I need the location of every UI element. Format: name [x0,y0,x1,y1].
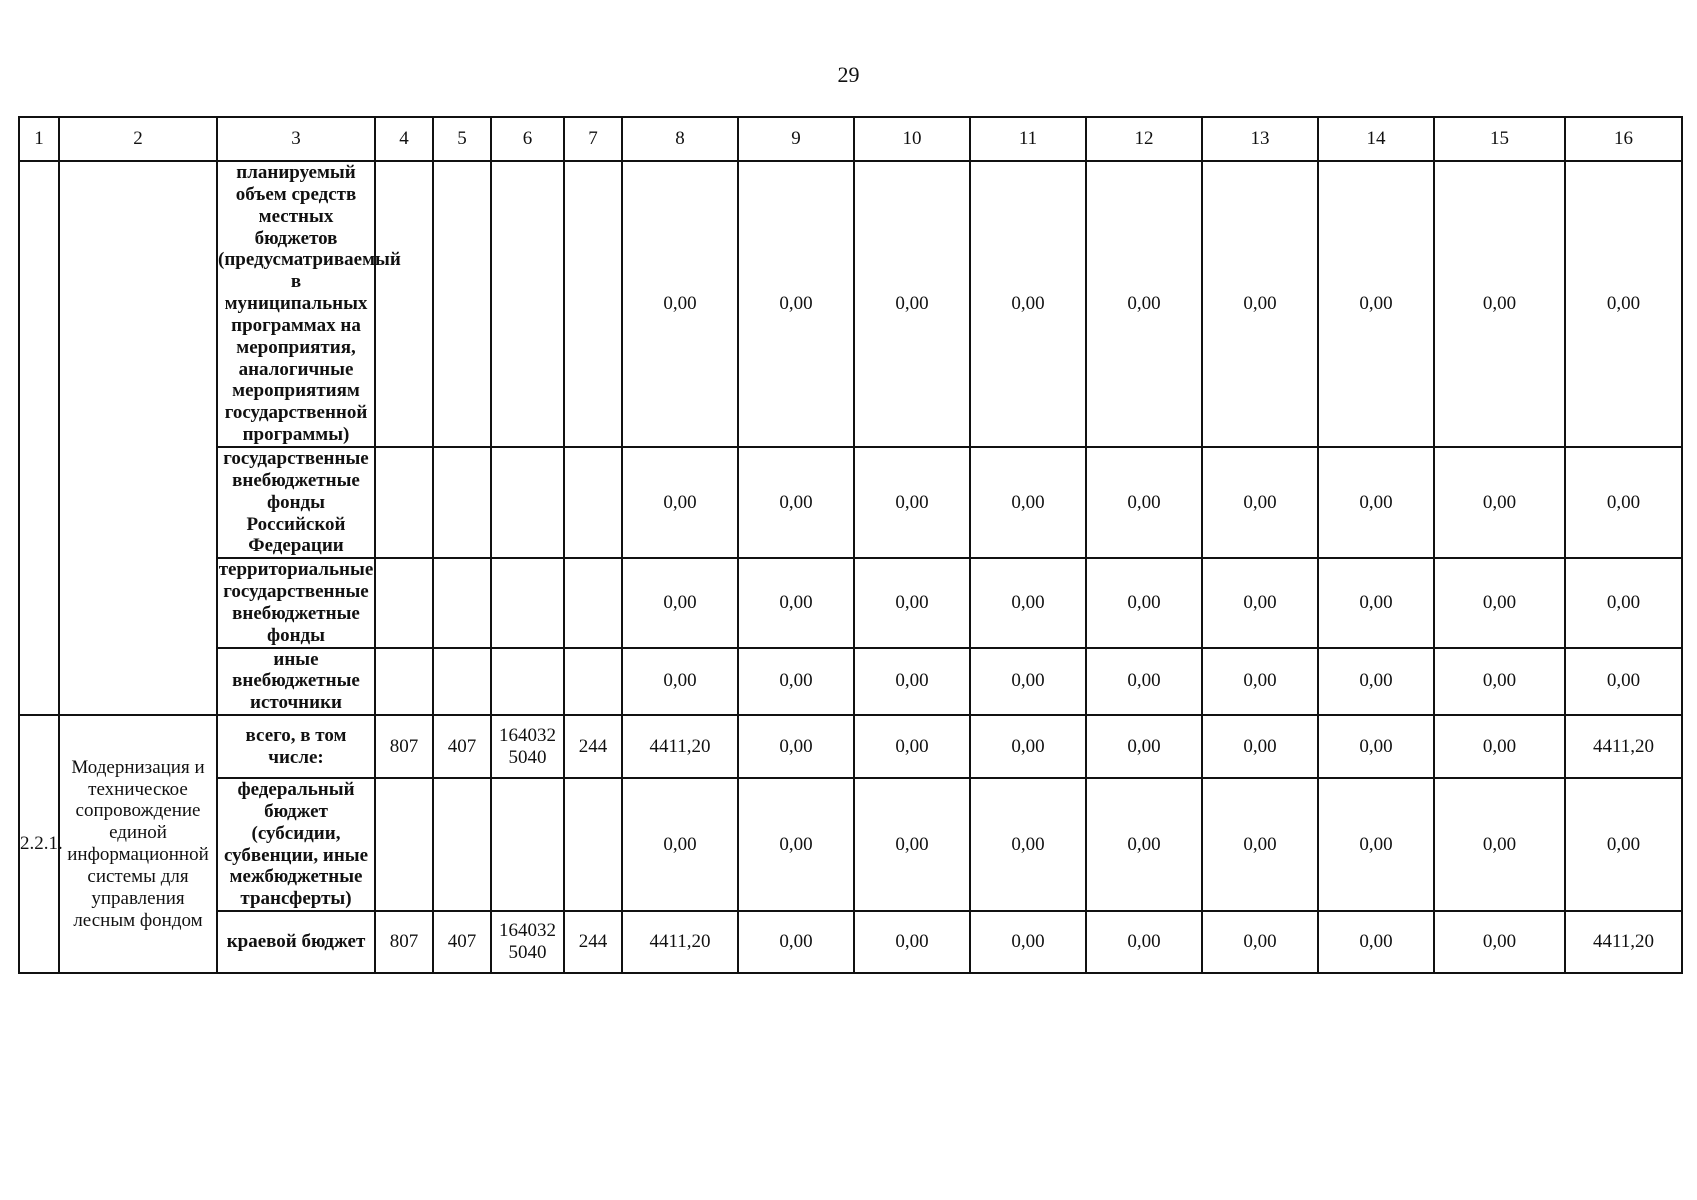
amount-cell: 0,00 [1565,778,1682,911]
amount-cell: 0,00 [854,715,970,778]
row-name-cell [59,161,217,715]
amount-cell: 0,00 [1086,648,1202,716]
amount-cell: 4411,20 [1565,911,1682,973]
amount-cell: 0,00 [1434,161,1565,447]
column-header: 8 [622,117,738,161]
amount-cell: 4411,20 [622,715,738,778]
amount-cell: 0,00 [1434,648,1565,716]
column-header: 7 [564,117,622,161]
row-number-cell [19,161,59,715]
source-label: краевой бюджет [217,911,375,973]
source-label: планируемый объем средств местных бюджетов (предусматриваемый в муниципальных программах на мероприятия, аналогичные мероприятиям государственной программы) [218,162,401,446]
amount-cell: 0,00 [1086,558,1202,647]
amount-cell: 4411,20 [622,911,738,973]
code-cell [491,648,564,716]
code-cell [375,161,433,447]
code-line: 5040 [508,942,547,964]
amount-cell: 0,00 [970,447,1086,558]
header-row [19,117,1682,161]
amount-cell: 0,00 [970,715,1086,778]
table-row [19,778,1682,911]
code-cell [433,778,491,911]
code-cell [491,911,564,973]
amount-cell: 0,00 [1434,447,1565,558]
column-header: 11 [970,117,1086,161]
column-header: 10 [854,117,970,161]
column-header: 15 [1434,117,1565,161]
code-cell [433,558,491,647]
code-line: 5040 [508,746,547,768]
column-header: 3 [217,117,375,161]
column-header: 14 [1318,117,1434,161]
column-header: 5 [433,117,491,161]
amount-cell: 0,00 [1202,911,1318,973]
amount-cell: 0,00 [1202,778,1318,911]
code-cell [491,161,564,447]
amount-cell: 0,00 [622,648,738,716]
column-header: 1 [19,117,59,161]
amount-cell: 0,00 [1434,558,1565,647]
amount-cell: 0,00 [622,447,738,558]
source-label: всего, в том числе: [217,715,375,778]
amount-cell: 0,00 [1086,778,1202,911]
column-header: 2 [59,117,217,161]
code-cell [433,161,491,447]
amount-cell: 0,00 [1565,447,1682,558]
amount-cell: 0,00 [854,558,970,647]
code-cell: 807 [375,715,433,778]
source-label: территориальные государственные внебюджетные фонды [218,559,374,646]
table-row [19,558,1682,647]
code-cell [491,715,564,778]
code-cell [491,447,564,558]
code-cell: 244 [564,911,622,973]
code-cell [433,447,491,558]
amount-cell: 0,00 [1318,447,1434,558]
amount-cell: 0,00 [1434,911,1565,973]
table-row [19,911,1682,973]
amount-cell: 0,00 [1086,447,1202,558]
code-line: 164032 [499,724,556,746]
code-cell [564,161,622,447]
amount-cell: 0,00 [1202,558,1318,647]
amount-cell: 0,00 [970,161,1086,447]
amount-cell: 0,00 [1318,648,1434,716]
code-cell: 807 [375,911,433,973]
source-label: федеральный бюджет (субсидии, субвенции, иные межбюджетные трансферты) [217,778,375,911]
amount-cell: 0,00 [738,778,854,911]
page-number: 29 [837,62,860,87]
item-number: 2.2.1. [19,715,59,973]
amount-cell: 0,00 [1318,161,1434,447]
amount-cell: 0,00 [1202,161,1318,447]
source-label: иные внебюджетные источники [217,648,375,716]
code-cell [564,778,622,911]
column-header: 6 [491,117,564,161]
code-cell [375,648,433,716]
amount-cell: 0,00 [738,648,854,716]
column-header: 9 [738,117,854,161]
amount-cell: 0,00 [1318,911,1434,973]
table-row [19,715,1682,778]
amount-cell: 0,00 [622,778,738,911]
code-cell [564,558,622,647]
amount-cell: 0,00 [854,447,970,558]
item-name: Модернизация и техническое сопровождение единой информационной системы для управления лесным фондом [59,715,217,973]
amount-cell: 0,00 [854,648,970,716]
amount-cell: 0,00 [738,715,854,778]
amount-cell: 0,00 [854,161,970,447]
amount-cell: 0,00 [1565,648,1682,716]
code-cell [491,558,564,647]
amount-cell: 0,00 [970,648,1086,716]
amount-cell: 0,00 [1086,715,1202,778]
amount-cell: 0,00 [1318,558,1434,647]
table-row [19,648,1682,716]
amount-cell: 0,00 [622,558,738,647]
amount-cell: 0,00 [1565,161,1682,447]
amount-cell: 0,00 [1565,558,1682,647]
code-cell: 244 [564,715,622,778]
amount-cell: 0,00 [970,911,1086,973]
column-header: 12 [1086,117,1202,161]
code-cell [375,558,433,647]
budget-table [18,116,1683,974]
amount-cell: 0,00 [1202,648,1318,716]
code-cell: 407 [433,715,491,778]
amount-cell: 0,00 [738,161,854,447]
amount-cell: 4411,20 [1565,715,1682,778]
amount-cell: 0,00 [1318,778,1434,911]
column-header: 13 [1202,117,1318,161]
code-cell [564,648,622,716]
amount-cell: 0,00 [1086,911,1202,973]
amount-cell: 0,00 [738,558,854,647]
amount-cell: 0,00 [1202,715,1318,778]
amount-cell: 0,00 [1202,447,1318,558]
amount-cell: 0,00 [1434,715,1565,778]
amount-cell: 0,00 [738,447,854,558]
amount-cell: 0,00 [622,161,738,447]
code-line: 164032 [499,920,556,942]
code-cell [433,648,491,716]
code-cell [375,778,433,911]
code-cell: 407 [433,911,491,973]
column-header: 16 [1565,117,1682,161]
table-row [19,161,1682,447]
amount-cell: 0,00 [738,911,854,973]
amount-cell: 0,00 [1086,161,1202,447]
amount-cell: 0,00 [970,558,1086,647]
code-cell [491,778,564,911]
amount-cell: 0,00 [970,778,1086,911]
column-header: 4 [375,117,433,161]
source-label: государственные внебюджетные фонды Российской Федерации [217,447,375,558]
code-cell [375,447,433,558]
amount-cell: 0,00 [1318,715,1434,778]
code-cell [564,447,622,558]
table-row [19,447,1682,558]
amount-cell: 0,00 [854,778,970,911]
amount-cell: 0,00 [1434,778,1565,911]
amount-cell: 0,00 [854,911,970,973]
